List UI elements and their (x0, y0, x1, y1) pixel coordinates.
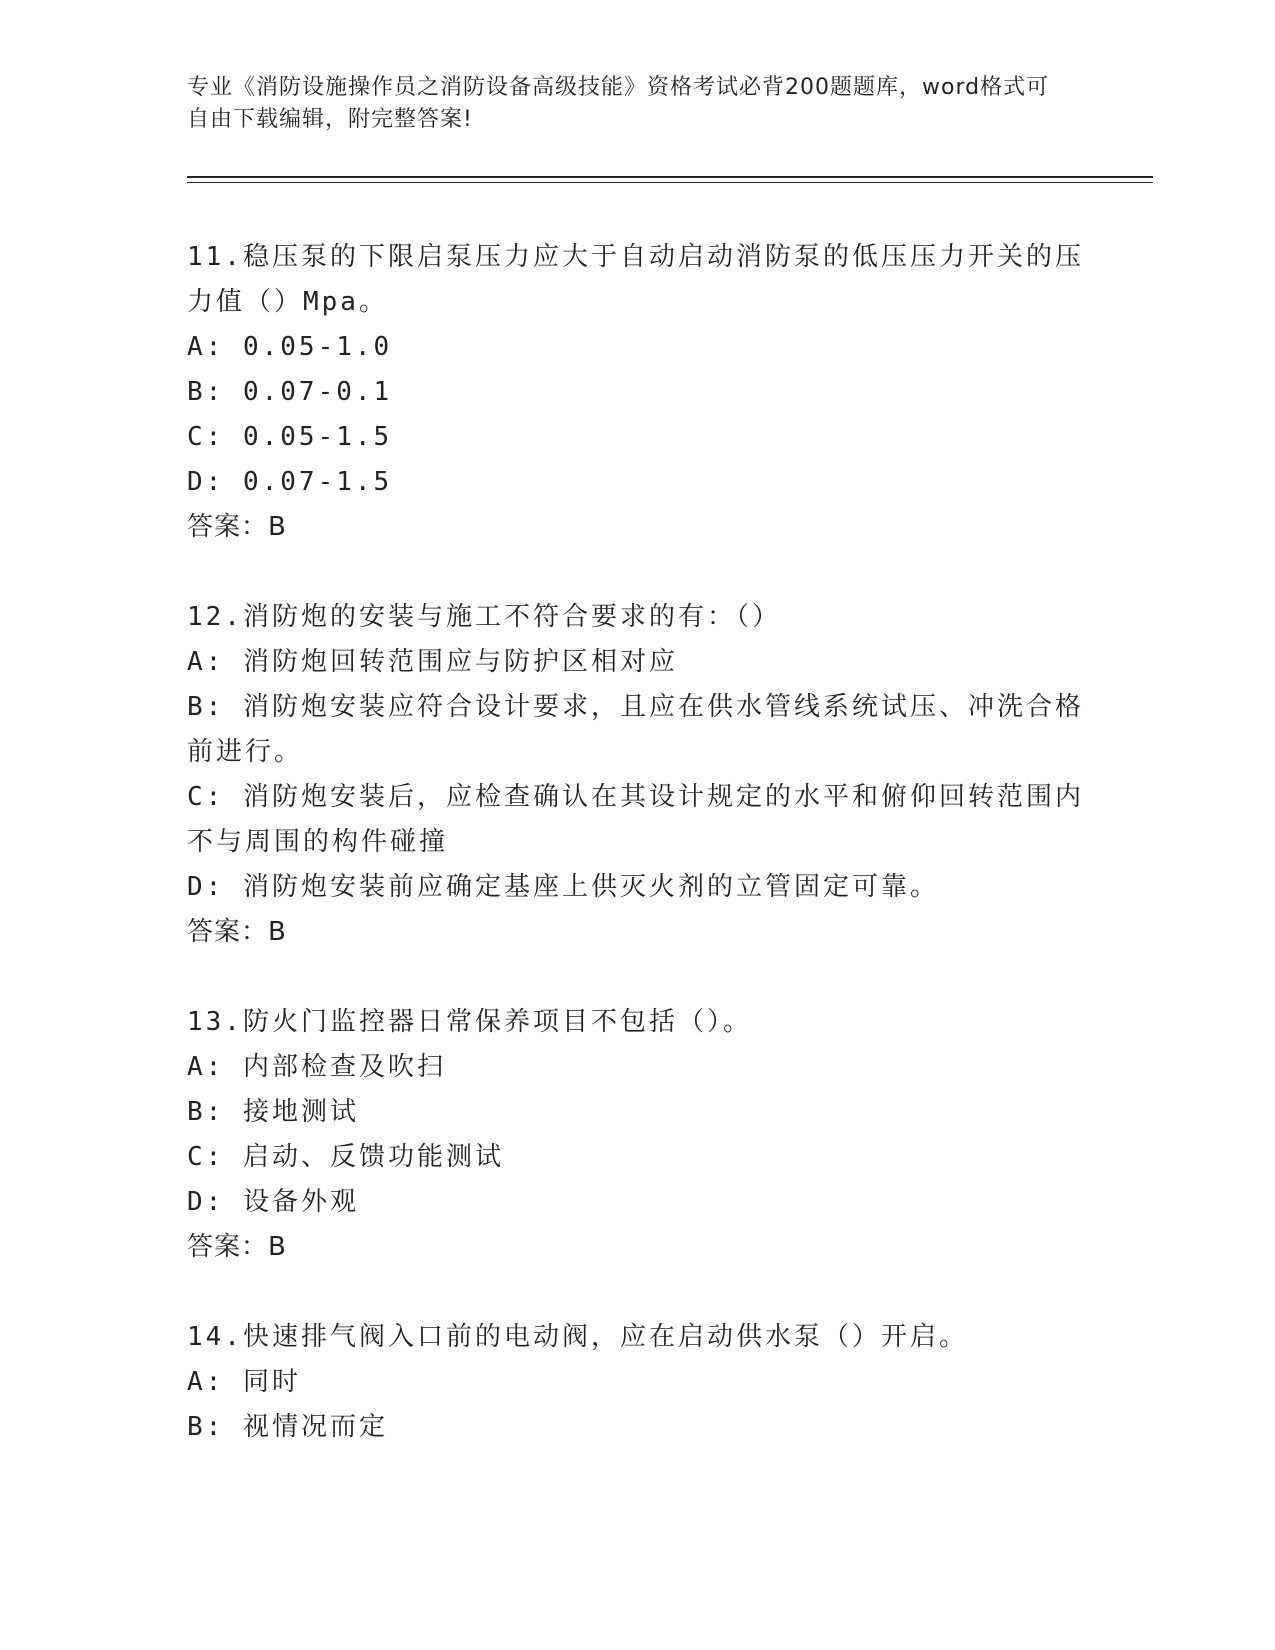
option-a: A: 消防炮回转范围应与防护区相对应 (187, 647, 678, 677)
option-d: D: 0.07-1.5 (187, 467, 393, 497)
option-b: B: 0.07-0.1 (187, 377, 393, 407)
option-b: B: 消防炮安装应符合设计要求，且应在供水管线系统试压、冲洗合格前进行。 (187, 692, 1084, 767)
question-14 (187, 1315, 1087, 1450)
header-divider-thin (187, 182, 1153, 183)
header-divider-thick (187, 176, 1153, 178)
answer: 答案：B (187, 917, 287, 947)
question-list (187, 235, 1087, 1495)
option-a: A: 0.05-1.0 (187, 332, 393, 362)
option-b: B: 接地测试 (187, 1097, 359, 1127)
document-header: 专业《消防设施操作员之消防设备高级技能》资格考试必背200题题库，word格式可自由下载编辑，附完整答案! (187, 75, 1050, 132)
question-12 (187, 595, 1087, 955)
question-text: 11.稳压泵的下限启泵压力应大于自动启动消防泵的低压压力开关的压力值（）Mpa。 (187, 242, 1084, 317)
question-text: 12.消防炮的安装与施工不符合要求的有：（） (187, 602, 781, 632)
answer: 答案：B (187, 512, 287, 542)
option-a: A: 同时 (187, 1367, 301, 1397)
question-13 (187, 1000, 1087, 1270)
question-text: 14.快速排气阀入口前的电动阀，应在启动供水泵（）开启。 (187, 1322, 968, 1352)
option-b: B: 视情况而定 (187, 1412, 388, 1442)
option-a: A: 内部检查及吹扫 (187, 1052, 446, 1082)
question-text: 13.防火门监控器日常保养项目不包括（）。 (187, 1007, 752, 1037)
option-c: C: 启动、反馈功能测试 (187, 1142, 504, 1172)
option-d: D: 设备外观 (187, 1187, 359, 1217)
option-d: D: 消防炮安装前应确定基座上供灭火剂的立管固定可靠。 (187, 872, 939, 902)
option-c: C: 0.05-1.5 (187, 422, 393, 452)
answer: 答案：B (187, 1232, 287, 1262)
question-11 (187, 235, 1087, 550)
option-c: C: 消防炮安装后，应检查确认在其设计规定的水平和俯仰回转范围内不与周围的构件碰撞 (187, 782, 1084, 857)
